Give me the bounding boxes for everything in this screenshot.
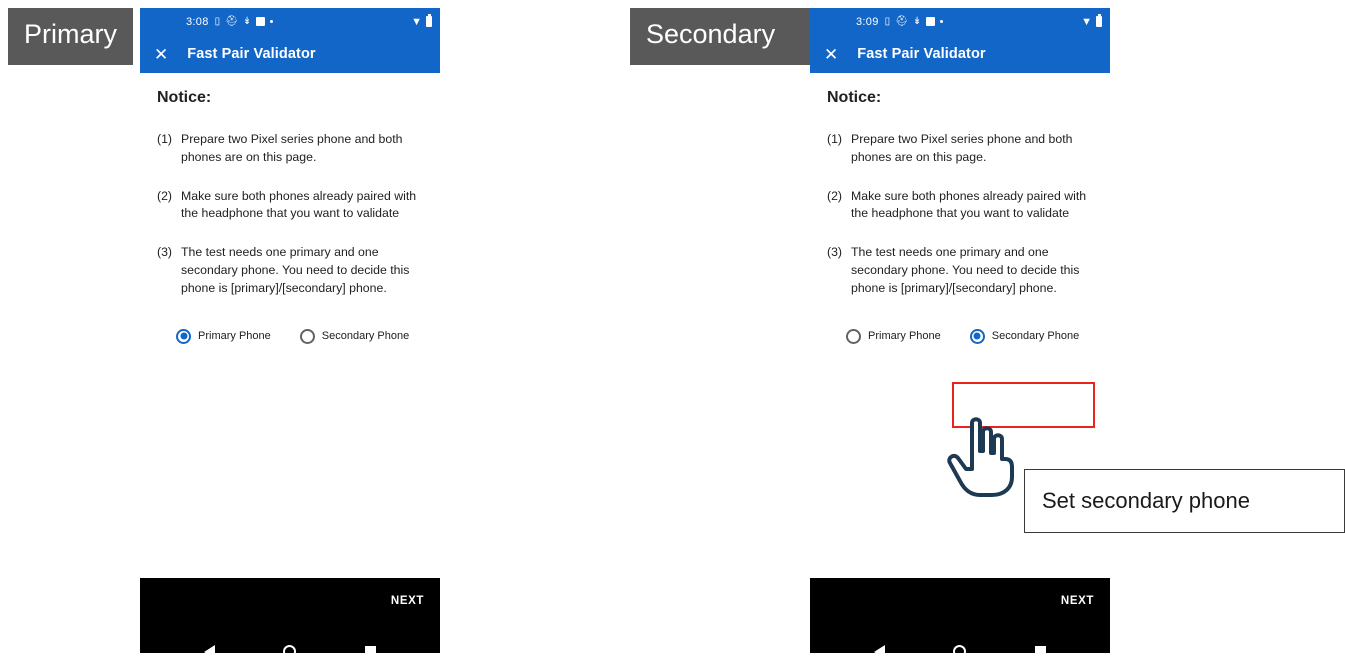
radio-primary-phone[interactable] <box>846 329 941 344</box>
notice-item-number: (3) <box>157 245 173 260</box>
status-clock: 3:08 <box>186 15 209 28</box>
notice-item-text: Prepare two Pixel series phone and both phones are on this page. <box>851 132 1073 164</box>
notice-heading: Notice: <box>827 89 882 106</box>
status-right-icons <box>1081 16 1102 28</box>
radio-unselected-icon <box>300 329 315 344</box>
hand-pointer-icon <box>942 415 1018 499</box>
radio-label: Primary Phone <box>868 330 941 343</box>
status-bar-primary <box>140 8 440 35</box>
notice-item <box>824 188 1096 224</box>
notice-item <box>154 188 426 224</box>
radio-selected-icon <box>970 329 985 344</box>
message-icon: ⛑ <box>225 16 238 27</box>
notice-item <box>824 244 1096 297</box>
notice-item <box>154 131 426 167</box>
notice-item-number: (2) <box>157 188 173 203</box>
radio-secondary-phone[interactable] <box>300 329 409 344</box>
badge-primary: Primary <box>8 8 133 65</box>
notice-item-text: Prepare two Pixel series phone and both phones are on this page. <box>181 132 403 164</box>
wifi-icon: ▼ <box>411 15 422 28</box>
recents-icon[interactable] <box>1035 646 1046 653</box>
wifi-icon: ▼ <box>1081 15 1092 28</box>
next-button[interactable]: NEXT <box>390 594 424 607</box>
phone-screenshot-secondary <box>810 8 1110 653</box>
radio-label: Secondary Phone <box>991 330 1080 343</box>
battery-icon <box>1096 16 1102 27</box>
app-title: Fast Pair Validator <box>857 46 986 62</box>
radio-primary-phone[interactable] <box>176 329 271 344</box>
app-bar-primary <box>140 35 440 73</box>
recents-icon[interactable] <box>365 646 376 653</box>
back-icon[interactable] <box>874 645 885 654</box>
radio-label: Secondary Phone <box>321 330 410 343</box>
app-title: Fast Pair Validator <box>187 46 316 62</box>
notice-item-number: (1) <box>157 132 173 146</box>
message-icon: ⛑ <box>895 16 908 27</box>
app-bar-secondary <box>810 35 1110 73</box>
home-icon[interactable] <box>283 645 296 653</box>
status-bar-secondary <box>810 8 1110 35</box>
radio-secondary-phone[interactable] <box>970 329 1079 344</box>
next-button[interactable]: NEXT <box>1060 594 1094 607</box>
radio-group-primary <box>154 329 426 344</box>
notice-heading: Notice: <box>157 89 212 106</box>
notice-item-number: (1) <box>827 132 843 146</box>
notice-item-text: Make sure both phones already paired with the headphone that you want to validate <box>181 188 417 221</box>
system-nav-bar-primary <box>140 623 440 653</box>
notice-item-number: (3) <box>827 245 843 260</box>
notice-item-text: Make sure both phones already paired with the headphone that you want to validate <box>851 188 1087 221</box>
radio-selected-icon <box>176 329 191 344</box>
phone-screenshot-primary <box>140 8 440 653</box>
notice-item-text: The test needs one primary and one secondary phone. You need to decide this phone is [primary]/[secondary] phone. <box>181 245 410 295</box>
status-clock: 3:09 <box>856 15 879 28</box>
content-primary <box>140 73 440 578</box>
battery-icon <box>426 16 432 27</box>
radio-label: Primary Phone <box>198 330 271 343</box>
sd-icon: ▯ <box>884 16 891 27</box>
back-icon[interactable] <box>204 645 215 654</box>
badge-secondary: Secondary <box>630 8 810 65</box>
next-bar-primary <box>140 578 440 623</box>
radio-group-secondary <box>824 329 1096 344</box>
system-nav-bar-secondary <box>810 623 1110 653</box>
status-system-icons <box>215 16 274 27</box>
notice-item-number: (2) <box>827 188 843 203</box>
notice-item-text: The test needs one primary and one secondary phone. You need to decide this phone is [primary]/[secondary] phone. <box>851 245 1080 295</box>
notice-item <box>154 244 426 297</box>
next-bar-secondary <box>810 578 1110 623</box>
video-icon <box>256 17 265 26</box>
dot-icon <box>270 20 273 23</box>
close-icon[interactable]: ✕ <box>824 44 839 64</box>
callout-set-secondary-phone: Set secondary phone <box>1024 469 1345 533</box>
notice-item <box>824 131 1096 167</box>
radio-unselected-icon <box>846 329 861 344</box>
home-icon[interactable] <box>953 645 966 653</box>
vpn-icon: ↡ <box>912 16 922 27</box>
sd-icon: ▯ <box>214 16 221 27</box>
status-right-icons <box>411 16 432 28</box>
dot-icon <box>940 20 943 23</box>
video-icon <box>926 17 935 26</box>
close-icon[interactable]: ✕ <box>154 44 169 64</box>
status-system-icons <box>885 16 944 27</box>
vpn-icon: ↡ <box>242 16 252 27</box>
